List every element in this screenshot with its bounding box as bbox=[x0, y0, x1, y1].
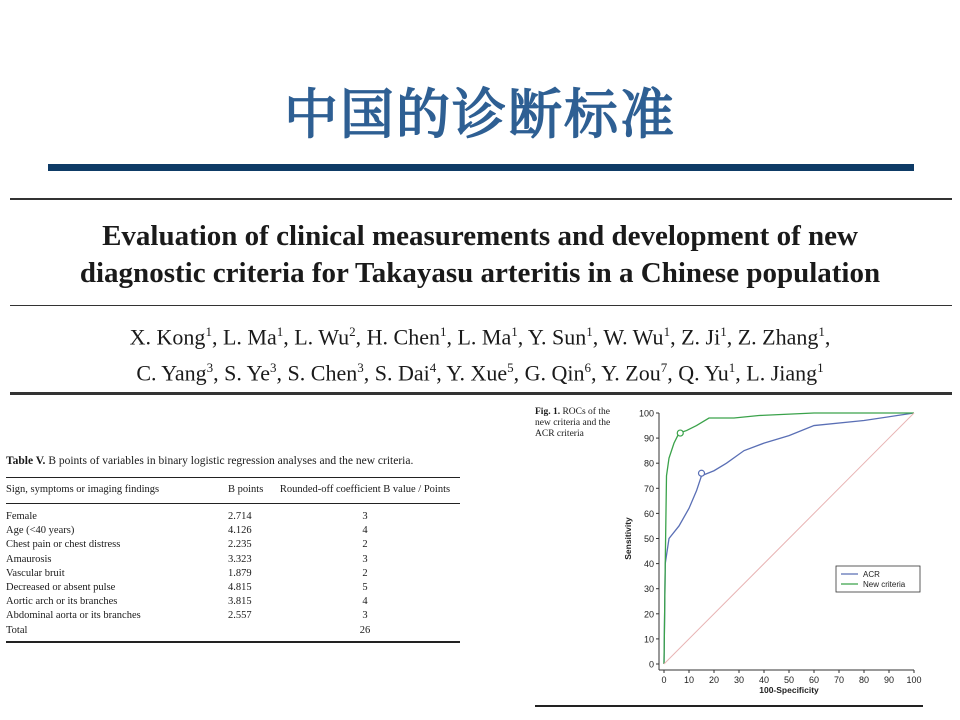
y-tick-label: 80 bbox=[643, 458, 654, 469]
table-cell: Chest pain or chest distress bbox=[6, 539, 121, 551]
criteria-table bbox=[6, 477, 460, 643]
operating-point-marker bbox=[677, 430, 683, 436]
x-tick-label: 100 bbox=[906, 675, 922, 685]
table-cell: Total bbox=[6, 624, 218, 642]
author-name: Y. Xue bbox=[446, 360, 508, 386]
y-tick-label: 60 bbox=[643, 508, 654, 519]
author-line-2: C. Yang$^3$, S. Ye$^3$, S. Chen$^3$, S. Dai$^4$, Y. Xue$^5$, G. Qin$^6$, Y. Zou$^7$, Q. Yu$^1$, L. Jiang$^1$ bbox=[136, 360, 824, 386]
reference-diagonal-line bbox=[664, 413, 914, 664]
table-cell: 2 bbox=[362, 539, 368, 551]
y-tick-label: 30 bbox=[643, 584, 654, 595]
paper-header-bottom-rule bbox=[10, 392, 952, 395]
y-tick-label: 20 bbox=[643, 609, 654, 620]
author-affiliation-mark: 1 bbox=[276, 324, 284, 339]
table-row bbox=[6, 538, 460, 552]
title-underline-bar bbox=[48, 164, 914, 171]
x-tick-label: 90 bbox=[883, 675, 895, 685]
author-name: C. Yang bbox=[136, 360, 207, 386]
x-axis-label: 100-Specificity bbox=[759, 685, 819, 695]
author-name: L. Wu bbox=[294, 324, 350, 350]
table-row bbox=[6, 504, 460, 525]
legend-label: New criteria bbox=[863, 580, 906, 589]
table-cell: 3.815 bbox=[228, 596, 252, 608]
author-affiliation-mark: 1 bbox=[205, 324, 212, 339]
y-tick-label: 90 bbox=[643, 433, 654, 444]
y-axis-label: Sensitivity bbox=[623, 517, 633, 560]
author-affiliation-mark: 1 bbox=[818, 324, 825, 339]
author-affiliation-mark: 1 bbox=[663, 324, 671, 339]
author-affiliation-mark: 3 bbox=[357, 360, 364, 376]
table-cell: 1.879 bbox=[228, 567, 252, 579]
table-cell: 3 bbox=[362, 610, 368, 622]
x-tick-label: 50 bbox=[783, 675, 795, 685]
x-tick-label: 60 bbox=[808, 675, 820, 685]
table-header-cell: Sign, symptoms or imaging findings bbox=[6, 484, 160, 495]
table-cell: 4.815 bbox=[228, 582, 252, 594]
author-name: Z. Ji bbox=[681, 324, 721, 350]
table-row bbox=[6, 609, 460, 623]
x-tick-label: 20 bbox=[708, 675, 720, 685]
table-cell: 26 bbox=[270, 624, 460, 642]
slide-title: 中国的诊断标准 bbox=[284, 83, 676, 146]
author-name: X. Kong bbox=[129, 324, 206, 350]
y-tick-label: 70 bbox=[643, 483, 654, 494]
author-name: H. Chen bbox=[366, 324, 440, 350]
author-affiliation-mark: 1 bbox=[439, 324, 447, 339]
table-cell: 2 bbox=[362, 567, 368, 579]
author-name: Q. Yu bbox=[678, 360, 729, 386]
table-cell bbox=[218, 624, 270, 642]
paper-top-rule bbox=[10, 198, 952, 200]
legend-label: ACR bbox=[863, 570, 880, 579]
author-name: L. Ma bbox=[222, 324, 277, 350]
table-row bbox=[6, 553, 460, 567]
table-cell: 3.323 bbox=[228, 553, 252, 565]
table-cell: Age (<40 years) bbox=[6, 525, 75, 537]
x-tick-label: 40 bbox=[758, 675, 770, 685]
author-name: L. Jiang bbox=[746, 360, 818, 386]
author-name: S. Ye bbox=[224, 360, 271, 386]
table-cell: Decreased or absent pulse bbox=[6, 582, 116, 594]
table-row bbox=[6, 524, 460, 538]
author-affiliation-mark: 1 bbox=[728, 360, 736, 376]
table-header-cell: Rounded-off coefficient B value / Points bbox=[279, 484, 451, 495]
author-affiliation-mark: 1 bbox=[720, 324, 727, 339]
operating-point-marker bbox=[699, 470, 705, 476]
author-affiliation-mark: 6 bbox=[584, 360, 592, 376]
table-cell: 2.714 bbox=[228, 511, 252, 522]
author-affiliation-mark: 1 bbox=[511, 324, 518, 339]
roc-chart bbox=[533, 396, 923, 708]
figure-caption-label: Fig. 1. bbox=[535, 407, 561, 417]
table-cell: Vascular bruit bbox=[6, 567, 65, 579]
table-header-row bbox=[6, 478, 460, 504]
table-cell: Aortic arch or its branches bbox=[6, 596, 118, 608]
table-cell: Female bbox=[6, 511, 37, 522]
author-line-1: X. Kong$^1$, L. Ma$^1$, L. Wu$^2$, H. Chen$^1$, L. Ma$^1$, Y. Sun$^1$, W. Wu$^1$, Z. Ji$^1$, Z. Zhang$^1$, bbox=[129, 324, 831, 350]
table-header-cell: B points bbox=[228, 484, 264, 495]
author-affiliation-mark: 4 bbox=[429, 360, 437, 376]
table-cell: 3 bbox=[362, 511, 368, 522]
author-list bbox=[0, 316, 960, 389]
y-tick-label: 100 bbox=[638, 408, 654, 419]
table-cell: 4 bbox=[362, 525, 368, 537]
author-name: L. Ma bbox=[457, 324, 512, 350]
table-cell: 3 bbox=[362, 553, 368, 565]
table-cell: Amaurosis bbox=[6, 553, 52, 565]
author-name: G. Qin bbox=[524, 360, 585, 386]
author-name: Y. Zou bbox=[601, 360, 661, 386]
x-tick-label: 30 bbox=[733, 675, 745, 685]
table-cell: 4.126 bbox=[228, 525, 252, 537]
author-name: Y. Sun bbox=[527, 324, 587, 350]
x-tick-label: 0 bbox=[661, 675, 667, 685]
x-tick-label: 10 bbox=[683, 675, 695, 685]
table-caption-text: B points of variables in binary logistic regression analyses and the new criteria. bbox=[48, 455, 414, 467]
x-tick-label: 80 bbox=[858, 675, 870, 685]
paper-title-line-1: Evaluation of clinical measurements and development of new bbox=[102, 220, 858, 252]
roc-figure bbox=[533, 396, 923, 708]
author-affiliation-mark: 1 bbox=[586, 324, 593, 339]
table-cell: 5 bbox=[362, 582, 368, 594]
author-name: S. Chen bbox=[287, 360, 358, 386]
table-row bbox=[6, 595, 460, 609]
y-tick-label: 0 bbox=[648, 659, 654, 670]
table-cell: 4 bbox=[362, 596, 368, 608]
table-row bbox=[6, 624, 460, 642]
y-tick-label: 10 bbox=[643, 634, 654, 645]
author-affiliation-mark: 1 bbox=[817, 360, 824, 376]
paper-title-rule bbox=[10, 305, 952, 306]
x-tick-label: 70 bbox=[833, 675, 845, 685]
paper-title-line-2: diagnostic criteria for Takayasu arteritis in a Chinese population bbox=[79, 257, 881, 289]
table-row bbox=[6, 567, 460, 581]
table-cell: Abdominal aorta or its branches bbox=[6, 610, 141, 622]
y-tick-label: 40 bbox=[643, 559, 654, 570]
author-affiliation-mark: 7 bbox=[660, 360, 668, 376]
author-affiliation-mark: 3 bbox=[270, 360, 277, 376]
author-name: W. Wu bbox=[603, 324, 664, 350]
criteria-table-block bbox=[6, 455, 460, 643]
figure-caption-text: ROCs of the new criteria and the ACR criteria bbox=[535, 407, 611, 439]
table-row bbox=[6, 581, 460, 595]
table-caption bbox=[6, 455, 460, 467]
author-name: Z. Zhang bbox=[737, 324, 819, 350]
author-affiliation-mark: 2 bbox=[349, 324, 356, 339]
author-affiliation-mark: 3 bbox=[206, 360, 214, 376]
author-name: S. Dai bbox=[374, 360, 430, 386]
table-caption-label: Table V. bbox=[6, 455, 46, 467]
table-cell: 2.557 bbox=[228, 610, 252, 622]
author-affiliation-mark: 5 bbox=[507, 360, 514, 376]
y-tick-label: 50 bbox=[643, 534, 654, 544]
table-cell: 2.235 bbox=[228, 539, 252, 551]
paper-title bbox=[0, 218, 960, 292]
figure-bottom-rule bbox=[535, 705, 923, 707]
